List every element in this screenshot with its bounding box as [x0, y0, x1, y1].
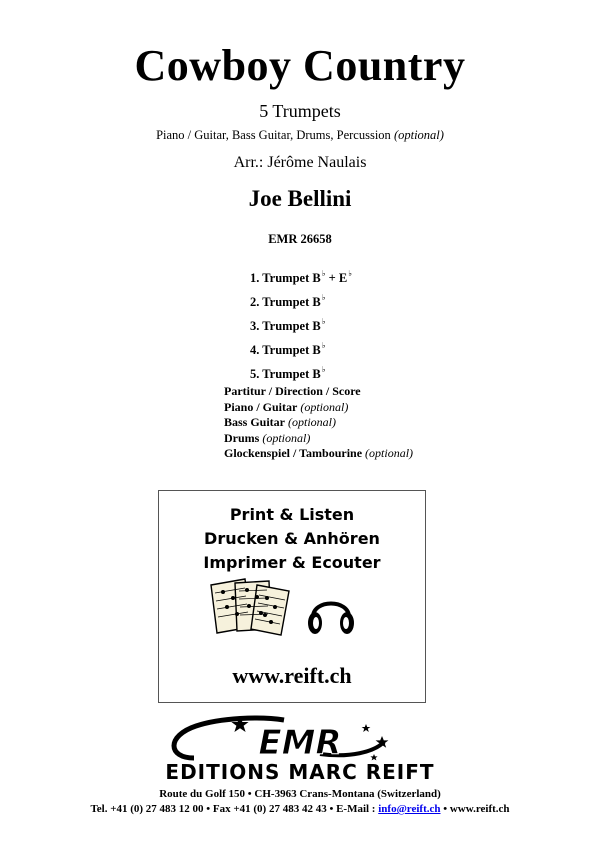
sheet-music-icon [209, 577, 295, 637]
composer-name: Joe Bellini [248, 186, 352, 211]
promo-line-german: Drucken & Anhören [204, 529, 380, 548]
score-item: Partitur / Direction / Score [224, 384, 361, 398]
score-item: Drums (optional) [224, 430, 311, 445]
publisher-contact: Tel. +41 (0) 27 483 12 00 • Fax +41 (0) 27 483 42 43 • E-Mail : info@reift.ch • www.reift.ch [90, 803, 510, 815]
instrumentation-main: Piano / Guitar, Bass Guitar, Drums, Percussion [156, 128, 391, 142]
catalog-code: EMR 26658 [268, 232, 332, 246]
promo-url[interactable]: www.reift.ch [232, 663, 352, 688]
score-contents-list [224, 384, 413, 462]
part-item: 2. Trumpet B♭ [250, 293, 326, 309]
headphones-icon [305, 587, 357, 639]
promo-line-french: Imprimer & Ecouter [203, 553, 381, 572]
ensemble-subtitle: 5 Trumpets [259, 101, 341, 121]
print-listen-box[interactable] [158, 490, 426, 703]
part-item: 5. Trumpet B♭ [250, 365, 326, 381]
publisher-address: Route du Golf 150 • CH-3963 Crans-Montana (Switzerland) [159, 788, 441, 800]
score-item: Piano / Guitar (optional) [224, 399, 349, 414]
instrumentation-line [0, 128, 600, 143]
emr-logo [160, 714, 440, 762]
svg-text:EMR: EMR [258, 723, 342, 762]
promo-line-english: Print & Listen [229, 505, 355, 524]
publisher-name: EDITIONS MARC REIFT [165, 760, 435, 784]
part-item: 1. Trumpet B♭ + E♭ [250, 269, 353, 285]
part-item: 3. Trumpet B♭ [250, 317, 326, 333]
arranger-credit: Arr.: Jérôme Naulais [233, 154, 367, 171]
piece-title: Cowboy Country [134, 41, 466, 90]
score-item: Bass Guitar (optional) [224, 415, 337, 430]
email-link[interactable]: info@reift.ch [378, 803, 441, 815]
score-item: Glockenspiel / Tambourine (optional) [224, 446, 414, 461]
parts-list [250, 264, 352, 384]
instrumentation-optional: (optional) [393, 128, 444, 142]
part-item: 4. Trumpet B♭ [250, 341, 326, 357]
